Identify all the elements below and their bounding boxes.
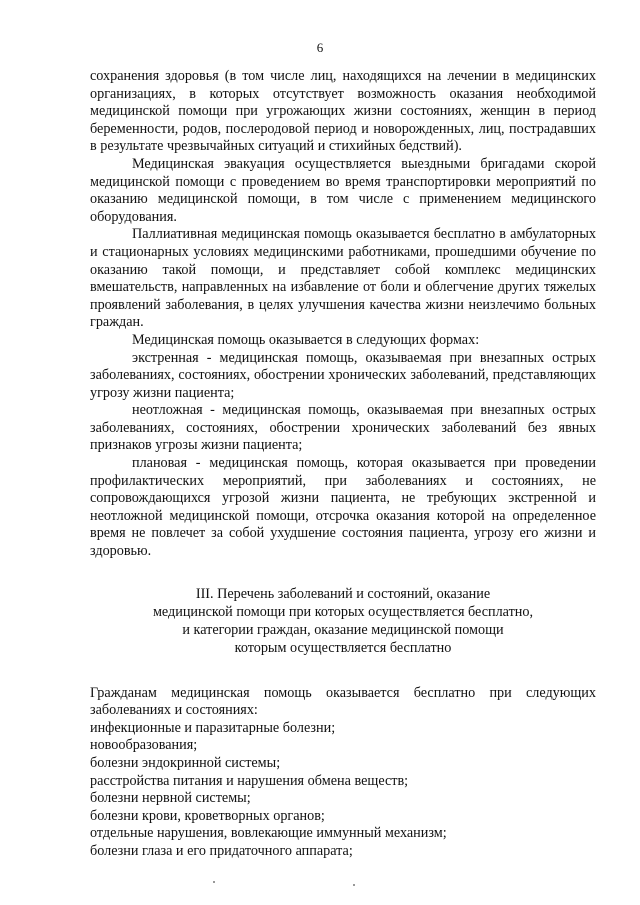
paragraph-forms-intro: Медицинская помощь оказывается в следующих формах:	[132, 331, 480, 348]
scan-speck	[353, 884, 355, 886]
list-item: отдельные нарушения, вовлекающие иммунный механизм;	[90, 825, 447, 842]
list-item: болезни глаза и его придаточного аппарата;	[90, 842, 353, 859]
list-item: болезни эндокринной системы;	[90, 755, 281, 771]
paragraph-palliative: Паллиативная медицинская помощь оказывается бесплатно в амбулаторных и стационарных условиях медицинскими работниками, прошедшими обучение по оказанию такой помощи, и представляет собой комплекс медицинских вмешательств, направленных на избавление от боли и облегчение других тяжелых проявлений заболевания, в целях улучшения качества жизни неизлечимо больных граждан.	[90, 226, 596, 331]
paragraph-form-planned: плановая - медицинская помощь, которая оказывается при проведении профилактических мероприятий, при заболеваниях и состояниях, не сопровождающихся угрозой жизни пациента, не требующих экстренной и неотложной медицинской помощи, отсрочка оказания которой на определенное время не повлечет за собой ухудшение состояния пациента, угрозу его жизни и здоровью.	[90, 455, 596, 560]
section-heading	[90, 585, 596, 657]
paragraph-form-urgent: неотложная - медицинская помощь, оказываемая при внезапных острых заболеваниях, состояниях, обострении хронических заболеваний без явных признаков угрозы жизни пациента;	[90, 402, 596, 454]
paragraph-form-emergency: экстренная - медицинская помощь, оказываемая при внезапных острых заболеваниях, состояниях, обострении хронических заболеваний, представляющих угрозу жизни пациента;	[90, 349, 596, 401]
scan-speck	[213, 881, 215, 883]
list-item: инфекционные и паразитарные болезни;	[90, 719, 336, 736]
section-heading-line: медицинской помощи при которых осуществляется бесплатно,	[152, 603, 534, 620]
list-intro: Гражданам медицинская помощь оказывается бесплатно при следующих заболеваниях и состояниях:	[90, 684, 596, 719]
section-heading-line: III. Перечень заболеваний и состояний, оказание	[195, 585, 491, 602]
list-item: болезни крови, кроветворных органов;	[90, 807, 325, 824]
document-body	[90, 68, 596, 861]
section-heading-line: и категории граждан, оказание медицинской помощи	[182, 621, 504, 638]
page-number: 6	[316, 40, 324, 55]
paragraph-continuation: сохранения здоровья (в том числе лиц, находящихся на лечении в медицинских организациях, в которых отсутствует возможность оказания необходимой медицинской помощи при угрожающих жизни состояниях, женщин в период беременности, родов, послеродовой период и новорожденных, лиц, пострадавших в результате чрезвычайных ситуаций и стихийных бедствий).	[90, 68, 596, 155]
paragraph-evacuation: Медицинская эвакуация осуществляется выездными бригадами скорой медицинской помощи с проведением во время транспортировки мероприятий по оказанию медицинской помощи, в том числе с применением медицинского оборудования.	[90, 155, 596, 225]
list-item: новообразования;	[90, 737, 198, 754]
list-item: расстройства питания и нарушения обмена веществ;	[90, 772, 409, 789]
section-heading-line: которым осуществляется бесплатно	[234, 639, 452, 656]
list-item: болезни нервной системы;	[90, 790, 251, 807]
